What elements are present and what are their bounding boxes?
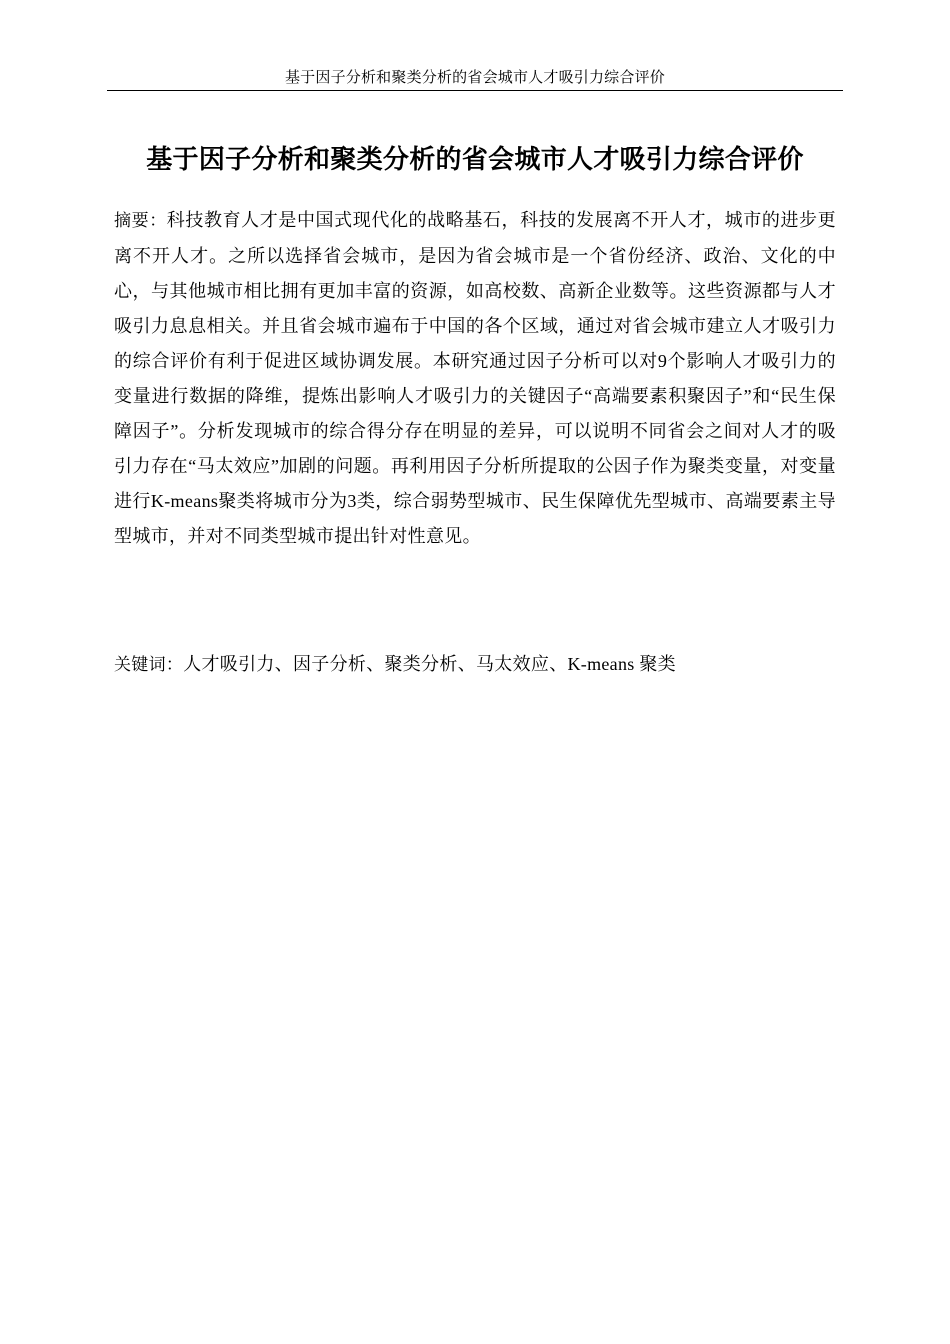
keywords-label: 关键词： [114, 655, 184, 675]
abstract-text: 科技教育人才是中国式现代化的战略基石，科技的发展离不开人才，城市的进步更离不开人才。之所以选择省会城市，是因为省会城市是一个省份经济、政治、文化的中心，与其他城市相比拥有更加丰富的资源，如高校数、高新企业数等。这些资源都与人才吸引力息息相关。并且省会城市遍布于中国的各个区域，通过对省会城市建立人才吸引力的综合评价有利于促进区域协调发展。本研究通过因子分析可以对9个影响人才吸引力的变量进行数据的降维，提炼出影响人才吸引力的关键因子“高端要素积聚因子”和“民生保障因子”。分析发现城市的综合得分存在明显的差异，可以说明不同省会之间对人才的吸引力存在“马太效应”加剧的问题。再利用因子分析所提取的公因子作为聚类变量，对变量进行K-means聚类将城市分为3类，综合弱势型城市、民生保障优先型城市、高端要素主导型城市，并对不同类型城市提出针对性意见。 [114, 210, 836, 546]
header-rule [107, 90, 843, 91]
running-header: 基于因子分析和聚类分析的省会城市人才吸引力综合评价 [284, 70, 665, 86]
keywords [114, 648, 836, 681]
paper-title: 基于因子分析和聚类分析的省会城市人才吸引力综合评价 [146, 145, 804, 175]
abstract-label: 摘要： [114, 211, 167, 231]
abstract [114, 203, 836, 554]
keywords-text: 人才吸引力、因子分析、聚类分析、马太效应、K-means 聚类 [183, 654, 676, 674]
